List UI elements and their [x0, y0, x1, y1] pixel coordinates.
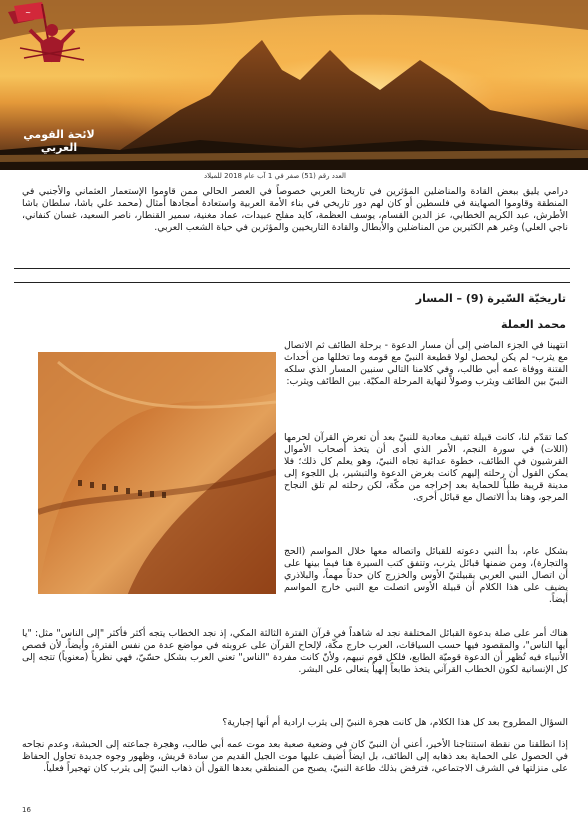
full-paragraph-2: إذا انطلقنا من نقطة استنتاجنا الأخير، أعني أن النبيّ كان في وضعية صعبة بعد موت عمه أبي طالب، وهجرة جماعته إلى الحبشة، وعدم نجاحه في الحصول على الحماية بعد ذهابه إلى الطائف، بل ايضاً أضيف عليها موت الجيل القديم من سادة قريش، وظهور وجوه جديدة تحاول الحفاظ على منزلتها في الشرف الاجتماعي، فترفض بذلك طاعة النبيّ، يصبح من المنطقي بعدها القول أن ذهاب النبيّ إلى يثرب كان تهجيراً فعلياً. — [22, 739, 568, 774]
column-paragraph-3: بشكل عام، بدأ النبي دعوته للقبائل واتصاله معها خلال المواسم (الحج والتجارة)، ومن ضمنها قبائل يثرب، وتتفق كتب السيرة هنا فيما بينها على أن اتصال النبي العربي بقبيلتيّ الأوس والخزرج كان حدثاً مهماً، والبلاذري يضيف على هذا الكلام أن قبيلة الأوس اتصلت مع النبي خارج المواسم أيضاً. — [284, 546, 568, 605]
page-number: 16 — [22, 806, 31, 814]
svg-text:~: ~ — [25, 9, 31, 17]
question-paragraph: السؤال المطروح بعد كل هذا الكلام، هل كانت هجرة النبيّ إلى يثرب ارادية أم أنها إجبارية؟ — [222, 717, 568, 728]
intro-paragraph: درامي يليق ببعض القادة والمناضلين المؤثرين في تاريخنا العربي خصوصاً في العصر الحالي ممن قاوموا الإستعمار العثماني والأجنبي في المنطقة وقاوموا الصهاينة في فلسطين أو كان لهم دور تاريخي في بناء الأمة العربية واستعادة أمجادها أمثال (محمد علي باشا، سلطان باشا الأطرش، عبد الكريم الخطابي، عز الدين القسام، يوسف العظمة، كايد مفلح عبيدات، عماد مغنية، سمير القنطار، ناصر السعيد، غسان كنفاني، ناجي العلي) وغير هم الكثيرين من المناضلين والأبطال والقادة التاريخيين والمؤثرين في حياة الشعب العربي. — [22, 186, 568, 233]
organization-logo — [0, 0, 92, 96]
issue-line: العدد رقم (51) صفر في 1 آب عام 2018 للميلاد — [204, 172, 346, 180]
article-author: محمد العملة — [501, 318, 566, 331]
article-title: تاريخيّة السّيرة (9) – المسار — [415, 292, 566, 305]
column-paragraph-1: انتهينا في الجزء الماضي إلى أن مسار الدعوة - برحلة الطائف ثم الاتصال مع يثرب- لم يكن ليحصل لولا قطيعة النبيّ مع قومه وما تخللها من أحداث الفتنة ووفاة عمه أبي طالب، وفي كلامنا التالي سنبين المسار الذي سلكه النبيّ بين الطائف ويثرب وصولاً لنهاية المرحلة المكيّة. بين الطائف ويثرب: — [284, 340, 568, 387]
desert-caravan-image — [38, 352, 276, 594]
divider-top — [14, 268, 570, 269]
logo-caption: لائحة القومي العربي — [23, 128, 95, 154]
column-paragraph-2: كما تقدّم لنا، كانت قبيلة ثقيف معادية للنبيّ بعد أن تعرض القرآن لحرمها (اللات) في سورة النجم، الأمر الذي أدى أن يتخذ أصحاب الأموال القرشيون في الطائف، خطوة عدائية تجاه النبيّ، وهو يعلم كل ذلك؛ فلا يمكن القول أن رحلته إليهم كانت بغرض الدعوة والتبشير، بل اللجوء إلى مدينة قريبة طلباً للحماية بعد إخراجه من مكّة، لكن رحلته لم تلق النجاح المرجو، وهنا بدأ الاتصال مع قبائل أخرى. — [284, 432, 568, 503]
full-paragraph-1: هناك أمر على صلة بدعوة القبائل المختلفة نجد له شاهداً في قرآن الفترة الثالثة المكي، إذ نجد الخطاب يتجه أكثر فأكثر "إلى الناس" مثل: "يا أيها الناس"، والمقصود فيها حسب السياقات، العرب خارج مكّة، لإلحاح القرآن على عروبته في مواضع عدة من نفس الفترة، وأيضاً، لأن قصص الأنبياء فيه تُظهر أن الدعوة قوميّة الطابع، فلكل قوم نبيهم، ولأنّ كانت مفردة "الناس" تعني العرب بشكل حسّيّ، فهي نظرياً (معنوياً) تتجه إلى كل الإنسانية لكون الخطاب القرآني يتخذ طابعاً إلهياً يتعالى على البشر. — [22, 628, 568, 675]
header-banner — [0, 0, 588, 170]
divider-bottom — [14, 282, 570, 283]
